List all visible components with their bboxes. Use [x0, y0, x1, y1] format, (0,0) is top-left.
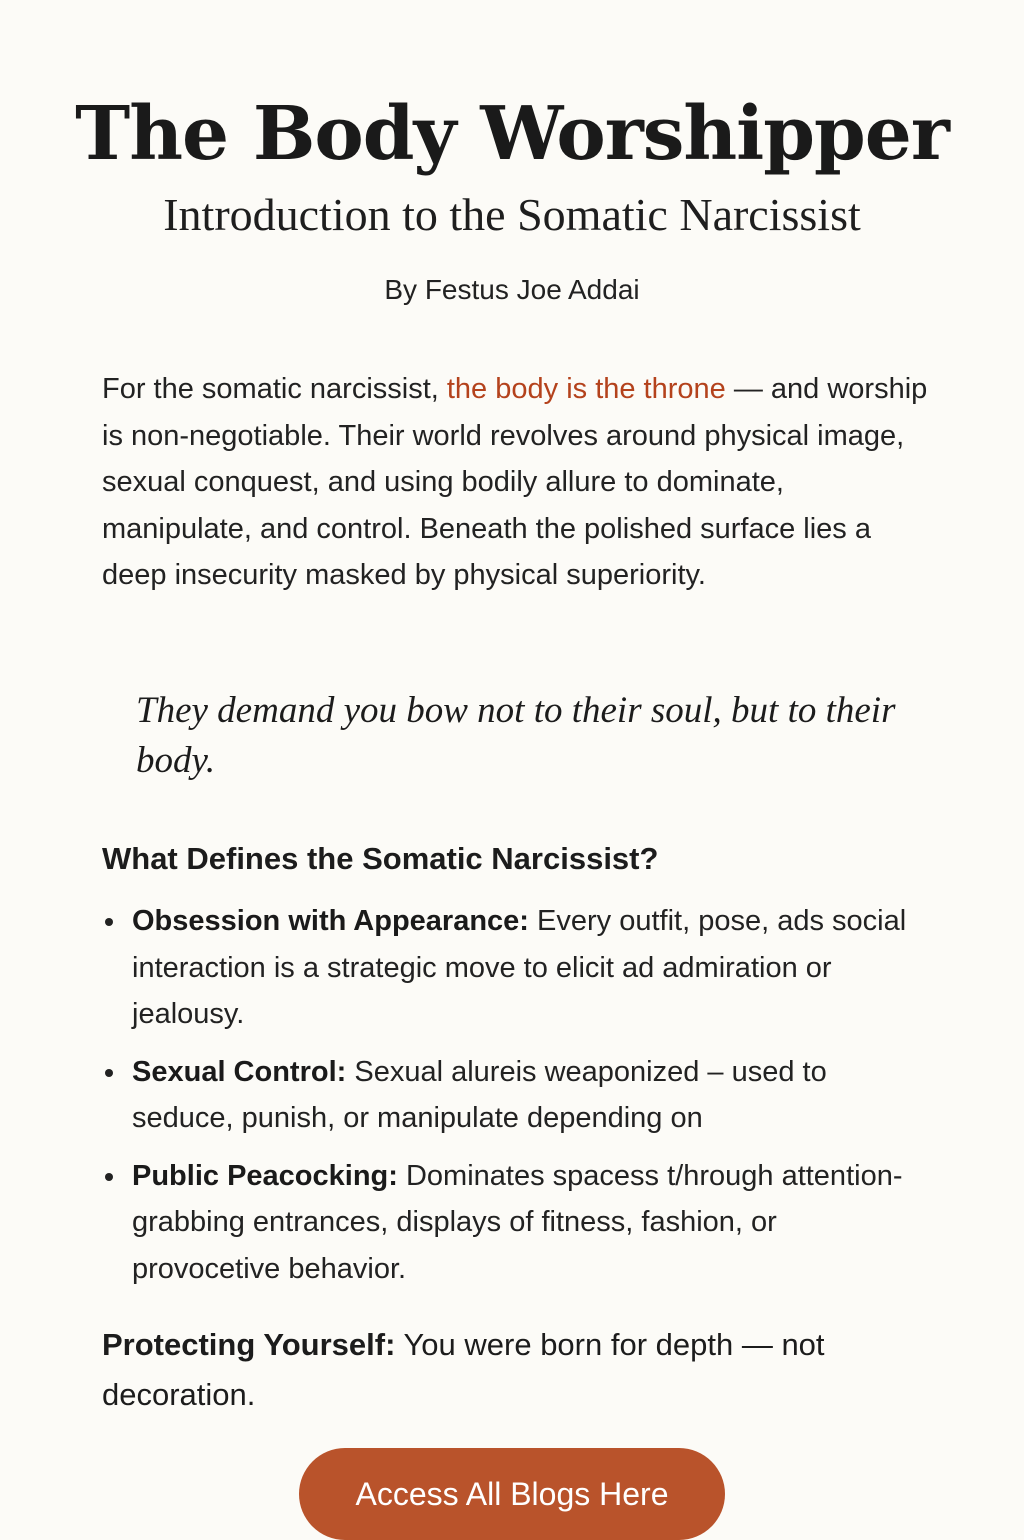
closing-text: You were born for depth — not decoration.	[102, 1327, 825, 1412]
article-title: The Body Worshipper	[75, 91, 949, 177]
access-blogs-button[interactable]: Access All Blogs Here	[299, 1448, 725, 1540]
author-byline: By Festus Joe Addai	[384, 274, 640, 305]
list-item	[102, 898, 922, 1038]
list-item-text: Every outfit, pose, ads social interaction is a strategic move to elicit ad admiration or jealousy.	[132, 905, 907, 1030]
pull-quote: They demand you bow not to their soul, but to their body.	[136, 690, 896, 781]
list-item-term: Sexual Control:	[132, 1055, 347, 1088]
intro-text-end: — and worship is non-negotiable. Their world revolves around physical image, sexual conquest, and using bodily allure to dominate, manipulate, and control. Beneath the polished surface lies a deep insecurity masked by physical superiority.	[102, 373, 928, 591]
intro-text-start: For the somatic narcissist,	[102, 373, 447, 405]
closing-term: Protecting Yourself:	[102, 1327, 396, 1362]
section-heading: What Defines the Somatic Narcissist?	[102, 841, 659, 876]
intro-paragraph	[102, 366, 932, 599]
list-item-text: Sexual alureis weaponized – used to seduce, punish, or manipulate depending on	[132, 1055, 827, 1134]
bullet-icon	[105, 1069, 113, 1077]
definition-list	[102, 898, 922, 1303]
closing-paragraph	[102, 1320, 932, 1420]
bullet-icon	[105, 918, 113, 926]
bullet-icon	[105, 1173, 113, 1181]
article-subtitle: Introduction to the Somatic Narcissist	[163, 189, 861, 240]
list-item-term: Obsession with Appearance:	[132, 905, 529, 937]
intro-highlight: the body is the throne	[446, 373, 726, 405]
list-item	[102, 1153, 922, 1293]
list-item-text: Dominates spacess t/hrough attention-grabbing entrances, displays of fitness, fashion, or provocetive behavior.	[132, 1159, 903, 1285]
list-item-term: Public Peacocking:	[132, 1159, 398, 1192]
list-item	[102, 1049, 922, 1142]
